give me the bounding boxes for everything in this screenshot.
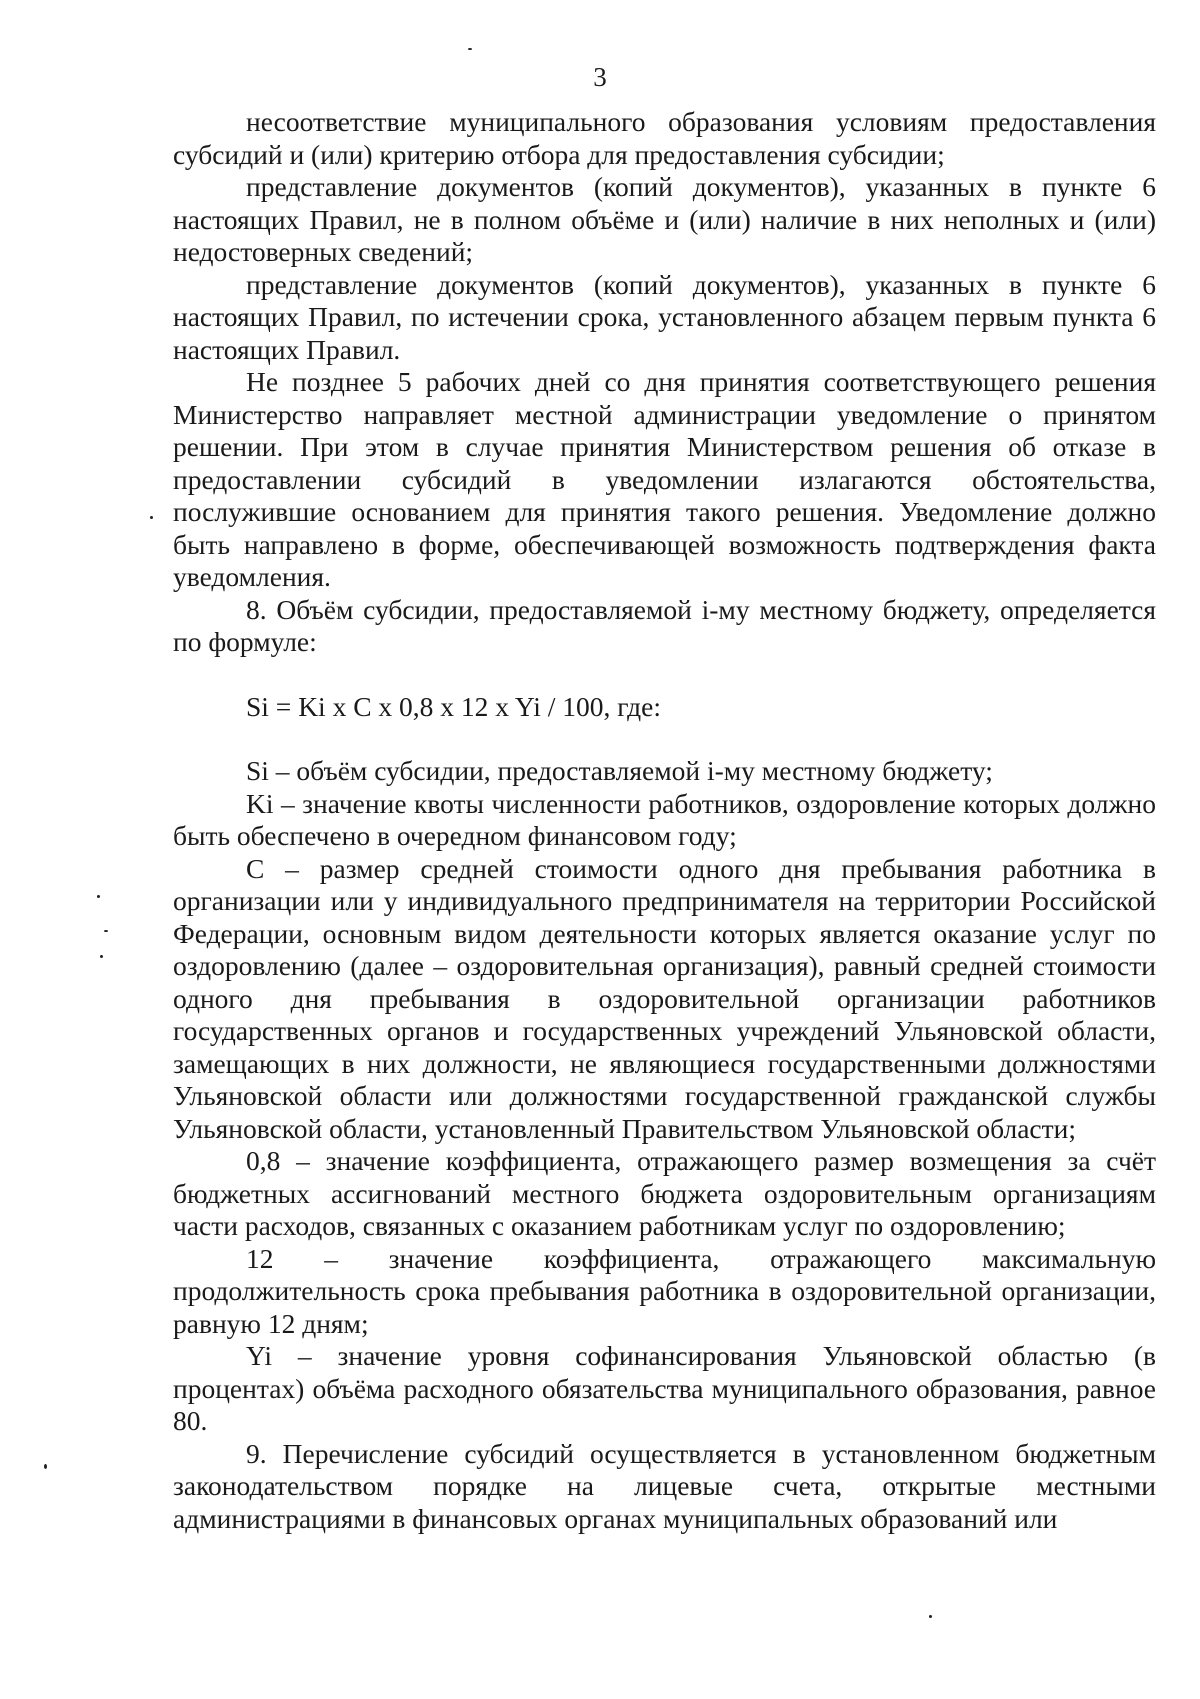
scan-speck	[468, 48, 472, 50]
paragraph-late-documents: представление документов (копий документов), указанных в пункте 6 настоящих Правил, по истечении срока, установленного абзацем первым пункта 6 настоящих Правил.	[173, 268, 1156, 365]
page-number: 3	[593, 62, 607, 92]
paragraph-notification: Не позднее 5 рабочих дней со дня принятия соответствующего решения Министерство направляет местной администрации уведомление о принятом решении. При этом в случае принятия Министерством решения об отказе в предоставлении субсидий в уведомлении излагаются обстоятельства, послужившие основанием для принятия такого решения. Уведомление должно быть направлено в форме, обеспечивающей возможность подтверждения факта уведомления.	[173, 366, 1156, 592]
definition-12: 12 – значение коэффициента, отражающего максимальную продолжительность срока пребывания работника в оздоровительной организации, равную 12 дням;	[173, 1242, 1156, 1339]
scan-speck	[44, 1464, 47, 1469]
definition-ki: Ki – значение квоты численности работников, оздоровление которых должно быть обеспечено в очередном финансовом году;	[173, 787, 1156, 851]
scan-speck	[97, 895, 100, 898]
paragraph-item-8: 8. Объём субсидии, предоставляемой i-му местному бюджету, определяется по формуле:	[173, 593, 1156, 657]
paragraph-incomplete-documents: представление документов (копий документов), указанных в пункте 6 настоящих Правил, не в полном объёме и (или) наличие в них неполных и (или) недостоверных сведений;	[173, 171, 1156, 267]
paragraph-item-9: 9. Перечисление субсидий осуществляется в установленном бюджетным законодательством порядке на лицевые счета, открытые местными администрациями в финансовых органах муниципальных образований или	[173, 1437, 1156, 1534]
scan-speck	[150, 516, 153, 519]
document-body	[173, 106, 1156, 1535]
definition-c: С – размер средней стоимости одного дня пребывания работника в организации или у индивидуального предпринимателя на территории Российской Федерации, основным видом деятельности которых является оказание услуг по оздоровлению (далее – оздоровительная организация), равный средней стоимости одного дня пребывания в оздоровительной организации работников государственных органов и государственных учреждений Ульяновской области, замещающих в них должности, не являющиеся государственными должностями Ульяновской области или должностями государственной гражданской службы Ульяновской области, установленный Правительством Ульяновской области;	[173, 852, 1156, 1144]
paragraph-criteria-mismatch: несоответствие муниципального образования условиям предоставления субсидий и (или) критерию отбора для предоставления субсидии;	[173, 106, 1156, 170]
scan-speck	[104, 930, 108, 932]
scan-speck	[929, 1615, 932, 1618]
scan-speck	[100, 955, 103, 958]
definition-si: Si – объём субсидии, предоставляемой i-му местному бюджету;	[246, 755, 993, 786]
definition-0-8: 0,8 – значение коэффициента, отражающего размер возмещения за счёт бюджетных ассигнований местного бюджета оздоровительным организациям части расходов, связанных с оказанием работникам услуг по оздоровлению;	[173, 1145, 1156, 1241]
definition-yi: Yi – значение уровня софинансирования Ульяновской областью (в процентах) объёма расходного обязательства муниципального образования, равное 80.	[173, 1340, 1156, 1436]
formula: Si = Ki x C x 0,8 x 12 x Yi / 100, где:	[246, 690, 662, 722]
